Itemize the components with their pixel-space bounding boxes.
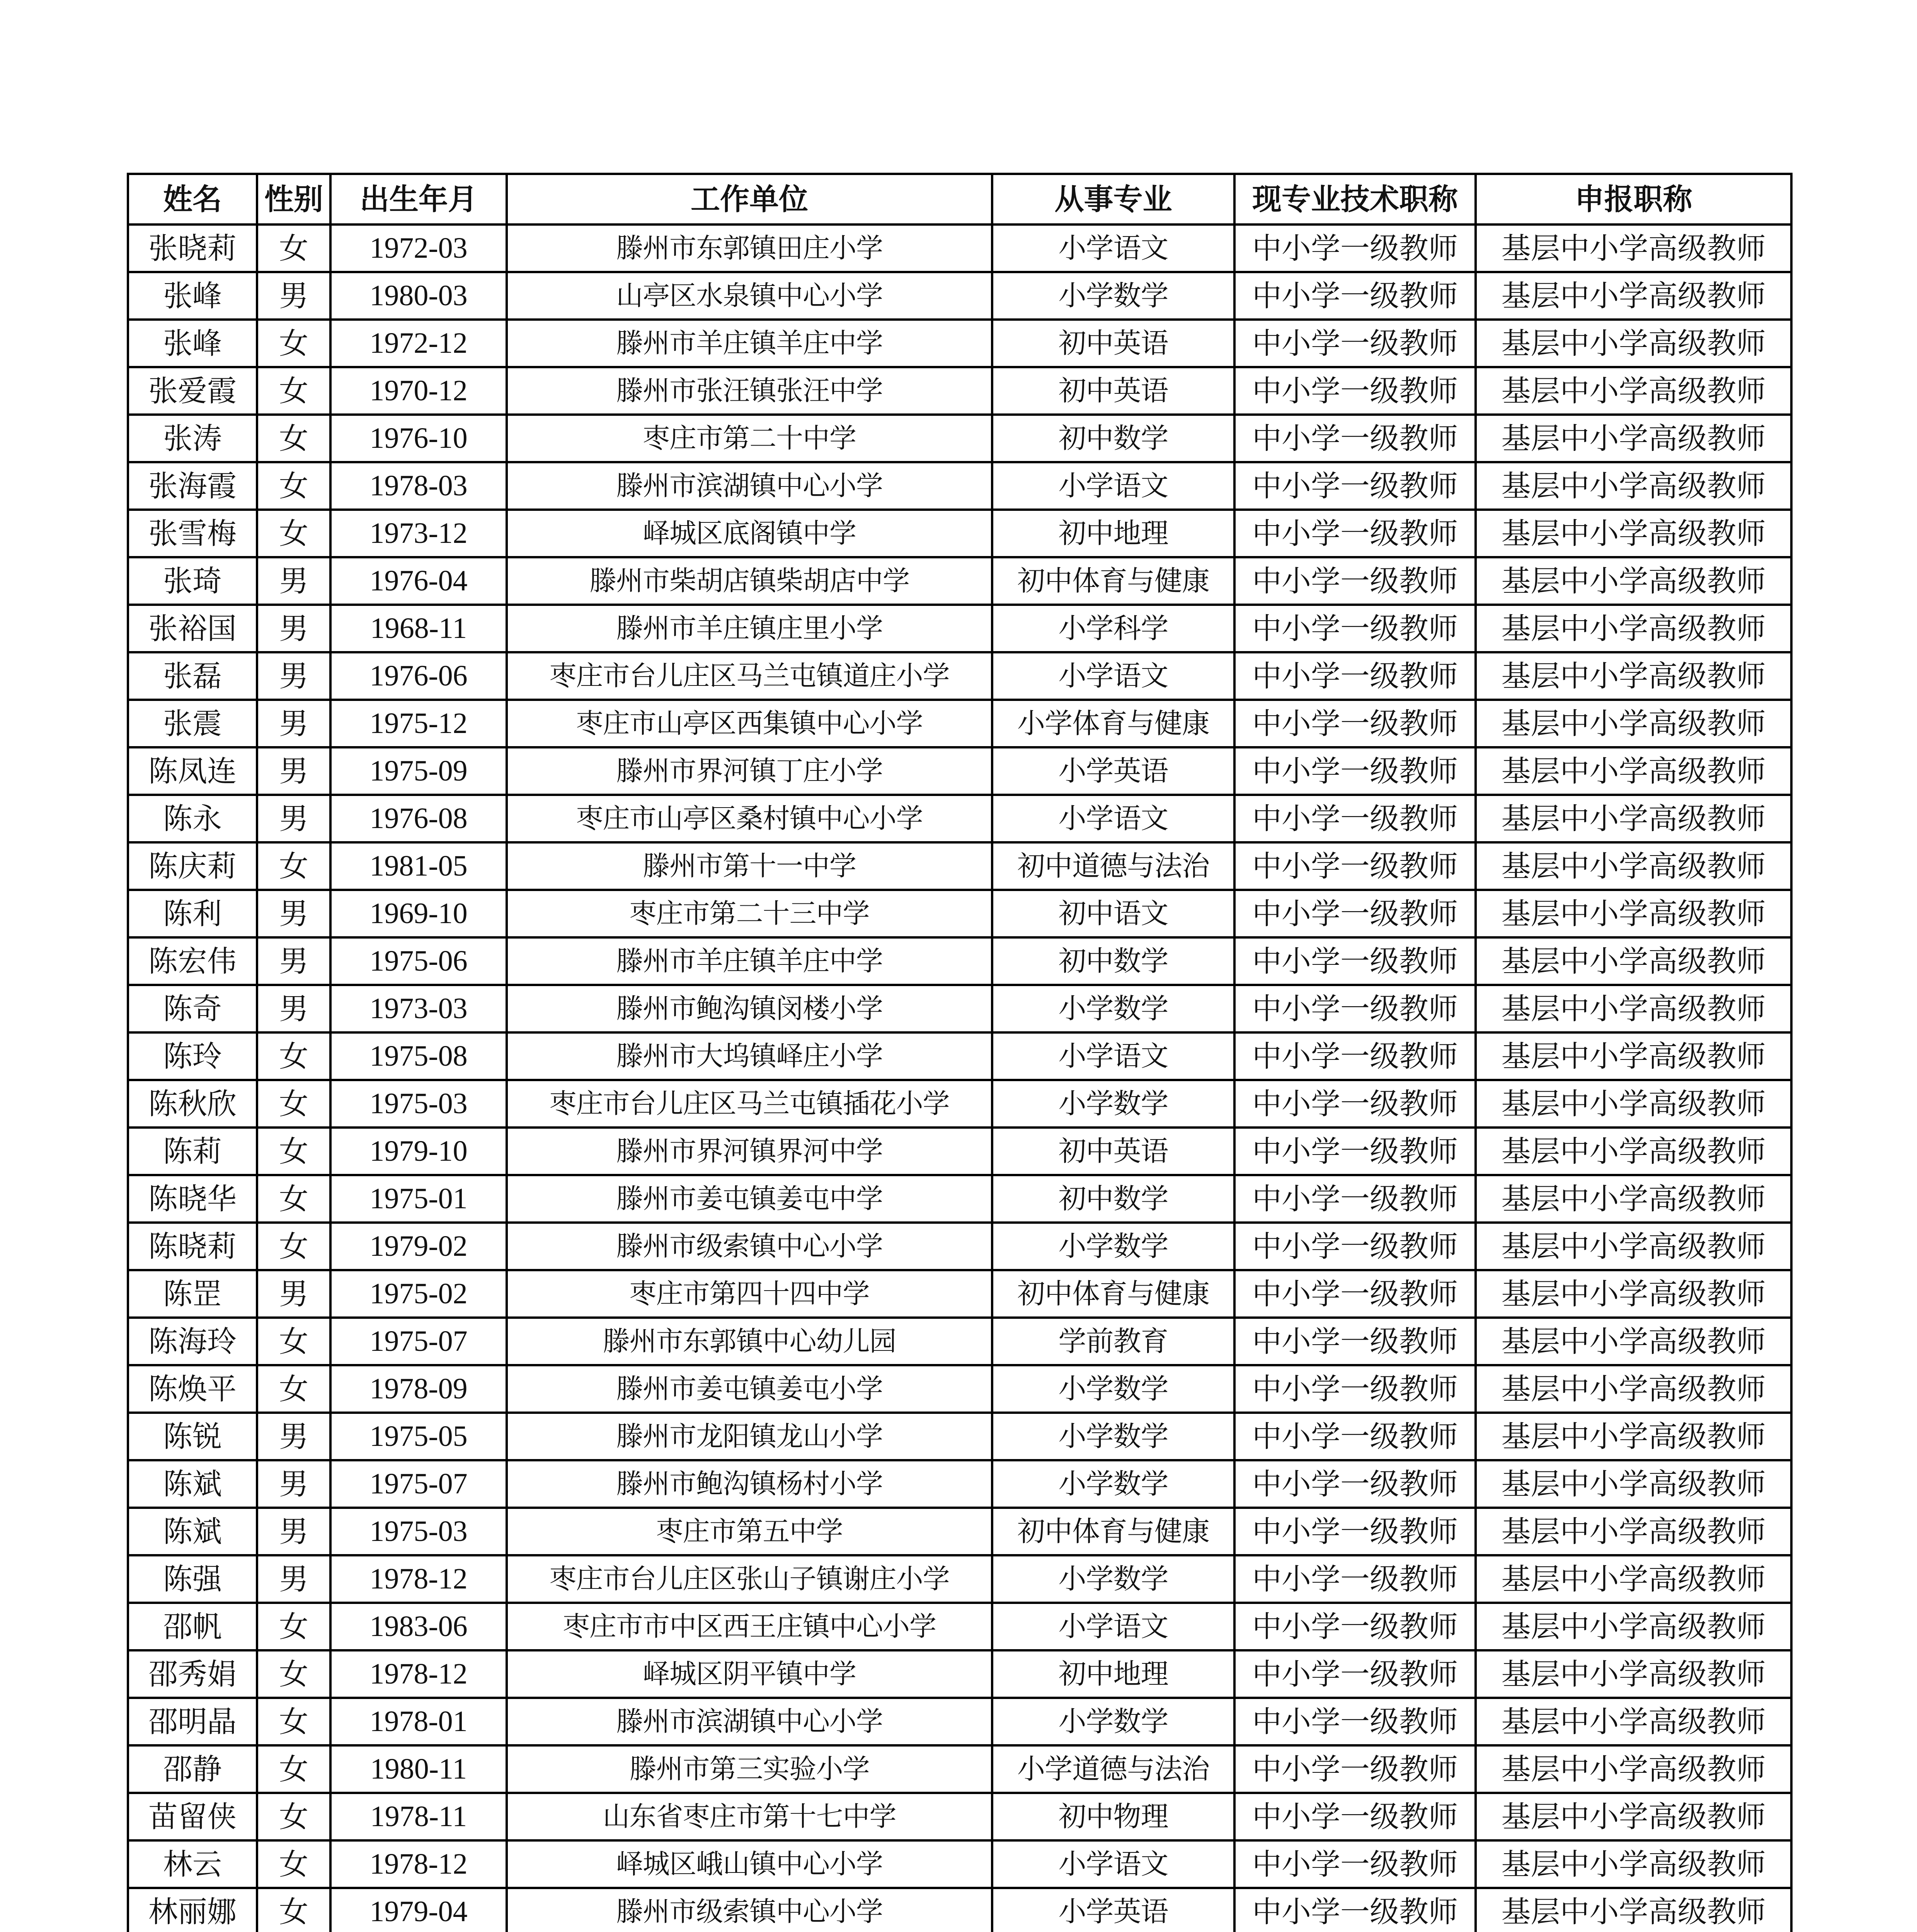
table-row (128, 747, 1791, 795)
cell-name: 陈晓莉 (128, 1223, 257, 1270)
cell-gender: 女 (257, 1793, 330, 1840)
cell-applied-title: 基层中小学高级教师 (1476, 890, 1791, 937)
cell-applied-title: 基层中小学高级教师 (1476, 652, 1791, 700)
cell-gender: 女 (257, 1603, 330, 1650)
table-row (128, 1080, 1791, 1128)
cell-applied-title: 基层中小学高级教师 (1476, 1318, 1791, 1365)
cell-birth: 1968-11 (330, 605, 507, 652)
header-birth: 出生年月 (330, 174, 507, 224)
cell-gender: 女 (257, 462, 330, 510)
cell-name: 邵静 (128, 1745, 257, 1793)
cell-name: 张峰 (128, 320, 257, 367)
cell-current-title: 中小学一级教师 (1234, 415, 1476, 462)
cell-unit: 枣庄市台儿庄区张山子镇谢庄小学 (507, 1555, 992, 1603)
cell-major: 初中数学 (992, 1175, 1234, 1223)
cell-applied-title: 基层中小学高级教师 (1476, 1555, 1791, 1603)
cell-name: 张裕国 (128, 605, 257, 652)
cell-unit: 滕州市第十一中学 (507, 842, 992, 890)
cell-current-title: 中小学一级教师 (1234, 1603, 1476, 1650)
cell-name: 陈焕平 (128, 1365, 257, 1413)
cell-gender: 女 (257, 842, 330, 890)
cell-applied-title: 基层中小学高级教师 (1476, 320, 1791, 367)
cell-birth: 1972-03 (330, 224, 507, 272)
cell-current-title: 中小学一级教师 (1234, 1650, 1476, 1698)
cell-applied-title: 基层中小学高级教师 (1476, 367, 1791, 415)
cell-major: 小学语文 (992, 1032, 1234, 1080)
cell-current-title: 中小学一级教师 (1234, 224, 1476, 272)
cell-major: 小学数学 (992, 1223, 1234, 1270)
table-row (128, 1223, 1791, 1270)
cell-current-title: 中小学一级教师 (1234, 1698, 1476, 1745)
cell-current-title: 中小学一级教师 (1234, 1793, 1476, 1840)
cell-unit: 滕州市滨湖镇中心小学 (507, 1698, 992, 1745)
cell-gender: 女 (257, 1175, 330, 1223)
cell-name: 陈秋欣 (128, 1080, 257, 1128)
table-row (128, 272, 1791, 320)
cell-name: 苗留侠 (128, 1793, 257, 1840)
cell-birth: 1981-05 (330, 842, 507, 890)
cell-name: 张雪梅 (128, 510, 257, 557)
table-body (128, 224, 1791, 1932)
cell-gender: 女 (257, 224, 330, 272)
table-row (128, 1318, 1791, 1365)
cell-gender: 女 (257, 320, 330, 367)
cell-applied-title: 基层中小学高级教师 (1476, 795, 1791, 842)
cell-gender: 男 (257, 272, 330, 320)
cell-unit: 滕州市鲍沟镇闵楼小学 (507, 985, 992, 1032)
cell-gender: 男 (257, 1460, 330, 1508)
header-gender: 性别 (257, 174, 330, 224)
cell-gender: 女 (257, 1745, 330, 1793)
cell-name: 陈奇 (128, 985, 257, 1032)
cell-birth: 1973-12 (330, 510, 507, 557)
cell-name: 陈玲 (128, 1032, 257, 1080)
table-row (128, 367, 1791, 415)
table-row (128, 1888, 1791, 1932)
cell-current-title: 中小学一级教师 (1234, 462, 1476, 510)
header-current-title: 现专业技术职称 (1234, 174, 1476, 224)
cell-major: 初中物理 (992, 1793, 1234, 1840)
cell-name: 陈永 (128, 795, 257, 842)
cell-current-title: 中小学一级教师 (1234, 320, 1476, 367)
table-row (128, 700, 1791, 747)
cell-unit: 滕州市第三实验小学 (507, 1745, 992, 1793)
table-row (128, 1270, 1791, 1318)
table-row (128, 1175, 1791, 1223)
cell-unit: 滕州市级索镇中心小学 (507, 1223, 992, 1270)
cell-applied-title: 基层中小学高级教师 (1476, 700, 1791, 747)
cell-current-title: 中小学一级教师 (1234, 795, 1476, 842)
table-row (128, 1603, 1791, 1650)
cell-gender: 男 (257, 985, 330, 1032)
roster-table (127, 173, 1793, 1932)
cell-unit: 枣庄市第四十四中学 (507, 1270, 992, 1318)
cell-applied-title: 基层中小学高级教师 (1476, 1888, 1791, 1932)
cell-birth: 1980-03 (330, 272, 507, 320)
cell-unit: 滕州市羊庄镇庄里小学 (507, 605, 992, 652)
cell-gender: 男 (257, 890, 330, 937)
cell-applied-title: 基层中小学高级教师 (1476, 747, 1791, 795)
cell-current-title: 中小学一级教师 (1234, 1080, 1476, 1128)
cell-birth: 1978-12 (330, 1555, 507, 1603)
cell-current-title: 中小学一级教师 (1234, 1840, 1476, 1888)
cell-major: 小学语文 (992, 1840, 1234, 1888)
cell-major: 小学数学 (992, 1460, 1234, 1508)
cell-current-title: 中小学一级教师 (1234, 985, 1476, 1032)
cell-current-title: 中小学一级教师 (1234, 557, 1476, 605)
cell-name: 张涛 (128, 415, 257, 462)
cell-name: 陈强 (128, 1555, 257, 1603)
cell-gender: 女 (257, 367, 330, 415)
cell-gender: 男 (257, 747, 330, 795)
cell-birth: 1975-03 (330, 1080, 507, 1128)
cell-major: 初中数学 (992, 415, 1234, 462)
cell-current-title: 中小学一级教师 (1234, 605, 1476, 652)
cell-unit: 山东省枣庄市第十七中学 (507, 1793, 992, 1840)
header-unit: 工作单位 (507, 174, 992, 224)
cell-major: 小学英语 (992, 747, 1234, 795)
table-row (128, 557, 1791, 605)
cell-applied-title: 基层中小学高级教师 (1476, 1365, 1791, 1413)
cell-birth: 1973-03 (330, 985, 507, 1032)
cell-birth: 1978-12 (330, 1650, 507, 1698)
cell-major: 小学数学 (992, 1555, 1234, 1603)
cell-unit: 滕州市界河镇界河中学 (507, 1128, 992, 1175)
cell-gender: 男 (257, 1555, 330, 1603)
table-row (128, 1365, 1791, 1413)
cell-unit: 枣庄市第二十中学 (507, 415, 992, 462)
cell-unit: 枣庄市台儿庄区马兰屯镇插花小学 (507, 1080, 992, 1128)
cell-birth: 1975-07 (330, 1318, 507, 1365)
cell-gender: 男 (257, 1270, 330, 1318)
cell-applied-title: 基层中小学高级教师 (1476, 462, 1791, 510)
cell-unit: 枣庄市第五中学 (507, 1508, 992, 1555)
cell-major: 小学语文 (992, 652, 1234, 700)
cell-unit: 滕州市级索镇中心小学 (507, 1888, 992, 1932)
table-row (128, 1793, 1791, 1840)
cell-name: 张震 (128, 700, 257, 747)
cell-birth: 1978-03 (330, 462, 507, 510)
cell-major: 小学语文 (992, 462, 1234, 510)
cell-applied-title: 基层中小学高级教师 (1476, 1650, 1791, 1698)
cell-birth: 1979-02 (330, 1223, 507, 1270)
cell-major: 小学数学 (992, 1413, 1234, 1460)
cell-gender: 男 (257, 605, 330, 652)
cell-applied-title: 基层中小学高级教师 (1476, 1460, 1791, 1508)
cell-name: 陈莉 (128, 1128, 257, 1175)
table-row (128, 1698, 1791, 1745)
cell-applied-title: 基层中小学高级教师 (1476, 272, 1791, 320)
cell-name: 陈庆莉 (128, 842, 257, 890)
cell-applied-title: 基层中小学高级教师 (1476, 842, 1791, 890)
cell-name: 林丽娜 (128, 1888, 257, 1932)
cell-major: 小学体育与健康 (992, 700, 1234, 747)
cell-current-title: 中小学一级教师 (1234, 510, 1476, 557)
cell-birth: 1975-08 (330, 1032, 507, 1080)
cell-major: 小学语文 (992, 795, 1234, 842)
cell-applied-title: 基层中小学高级教师 (1476, 937, 1791, 985)
cell-unit: 滕州市柴胡店镇柴胡店中学 (507, 557, 992, 605)
cell-birth: 1975-07 (330, 1460, 507, 1508)
cell-birth: 1976-10 (330, 415, 507, 462)
cell-unit: 枣庄市市中区西王庄镇中心小学 (507, 1603, 992, 1650)
cell-name: 陈凤连 (128, 747, 257, 795)
cell-applied-title: 基层中小学高级教师 (1476, 1223, 1791, 1270)
cell-name: 陈斌 (128, 1460, 257, 1508)
cell-applied-title: 基层中小学高级教师 (1476, 557, 1791, 605)
table-row (128, 795, 1791, 842)
cell-birth: 1978-09 (330, 1365, 507, 1413)
cell-major: 初中体育与健康 (992, 1508, 1234, 1555)
cell-gender: 男 (257, 1508, 330, 1555)
cell-gender: 女 (257, 1365, 330, 1413)
cell-gender: 男 (257, 1413, 330, 1460)
cell-birth: 1978-01 (330, 1698, 507, 1745)
cell-birth: 1975-12 (330, 700, 507, 747)
cell-major: 学前教育 (992, 1318, 1234, 1365)
cell-current-title: 中小学一级教师 (1234, 1318, 1476, 1365)
table-row (128, 1555, 1791, 1603)
cell-current-title: 中小学一级教师 (1234, 272, 1476, 320)
cell-applied-title: 基层中小学高级教师 (1476, 1175, 1791, 1223)
cell-unit: 滕州市姜屯镇姜屯小学 (507, 1365, 992, 1413)
cell-major: 初中地理 (992, 510, 1234, 557)
cell-name: 陈宏伟 (128, 937, 257, 985)
cell-current-title: 中小学一级教师 (1234, 1413, 1476, 1460)
cell-applied-title: 基层中小学高级教师 (1476, 1128, 1791, 1175)
cell-gender: 女 (257, 1318, 330, 1365)
cell-birth: 1975-02 (330, 1270, 507, 1318)
table-row (128, 1413, 1791, 1460)
cell-birth: 1976-06 (330, 652, 507, 700)
cell-major: 小学英语 (992, 1888, 1234, 1932)
cell-gender: 女 (257, 510, 330, 557)
cell-unit: 滕州市羊庄镇羊庄中学 (507, 320, 992, 367)
cell-gender: 男 (257, 652, 330, 700)
table-row (128, 462, 1791, 510)
cell-unit: 山亭区水泉镇中心小学 (507, 272, 992, 320)
cell-major: 小学数学 (992, 1365, 1234, 1413)
cell-name: 林云 (128, 1840, 257, 1888)
cell-unit: 滕州市东郭镇中心幼儿园 (507, 1318, 992, 1365)
cell-current-title: 中小学一级教师 (1234, 1555, 1476, 1603)
cell-name: 邵秀娟 (128, 1650, 257, 1698)
table-row (128, 1128, 1791, 1175)
cell-unit: 滕州市姜屯镇姜屯中学 (507, 1175, 992, 1223)
cell-name: 陈锐 (128, 1413, 257, 1460)
table-row (128, 605, 1791, 652)
header-applied-title: 申报职称 (1476, 174, 1791, 224)
cell-unit: 枣庄市台儿庄区马兰屯镇道庄小学 (507, 652, 992, 700)
cell-birth: 1978-12 (330, 1840, 507, 1888)
cell-major: 初中体育与健康 (992, 557, 1234, 605)
cell-gender: 女 (257, 1032, 330, 1080)
cell-unit: 滕州市鲍沟镇杨村小学 (507, 1460, 992, 1508)
cell-gender: 女 (257, 1888, 330, 1932)
cell-applied-title: 基层中小学高级教师 (1476, 1793, 1791, 1840)
cell-name: 邵帆 (128, 1603, 257, 1650)
table-row (128, 1032, 1791, 1080)
cell-applied-title: 基层中小学高级教师 (1476, 415, 1791, 462)
cell-birth: 1979-04 (330, 1888, 507, 1932)
cell-name: 陈海玲 (128, 1318, 257, 1365)
cell-name: 张峰 (128, 272, 257, 320)
cell-unit: 滕州市大坞镇峄庄小学 (507, 1032, 992, 1080)
cell-current-title: 中小学一级教师 (1234, 1508, 1476, 1555)
table-row (128, 510, 1791, 557)
cell-name: 张磊 (128, 652, 257, 700)
cell-current-title: 中小学一级教师 (1234, 700, 1476, 747)
cell-name: 邵明晶 (128, 1698, 257, 1745)
cell-major: 初中数学 (992, 937, 1234, 985)
cell-major: 小学数学 (992, 272, 1234, 320)
table-row (128, 320, 1791, 367)
header-major: 从事专业 (992, 174, 1234, 224)
table-row (128, 652, 1791, 700)
cell-current-title: 中小学一级教师 (1234, 1365, 1476, 1413)
cell-gender: 女 (257, 1128, 330, 1175)
cell-current-title: 中小学一级教师 (1234, 1888, 1476, 1932)
cell-birth: 1978-11 (330, 1793, 507, 1840)
cell-applied-title: 基层中小学高级教师 (1476, 510, 1791, 557)
cell-unit: 滕州市张汪镇张汪中学 (507, 367, 992, 415)
cell-applied-title: 基层中小学高级教师 (1476, 1603, 1791, 1650)
table-row (128, 415, 1791, 462)
cell-name: 陈斌 (128, 1508, 257, 1555)
cell-current-title: 中小学一级教师 (1234, 1223, 1476, 1270)
cell-current-title: 中小学一级教师 (1234, 1745, 1476, 1793)
cell-major: 小学语文 (992, 1603, 1234, 1650)
cell-unit: 枣庄市第二十三中学 (507, 890, 992, 937)
cell-gender: 男 (257, 557, 330, 605)
cell-name: 陈利 (128, 890, 257, 937)
table-row (128, 842, 1791, 890)
cell-applied-title: 基层中小学高级教师 (1476, 1080, 1791, 1128)
table-row (128, 1745, 1791, 1793)
cell-name: 张爱霞 (128, 367, 257, 415)
cell-name: 张海霞 (128, 462, 257, 510)
table-row (128, 224, 1791, 272)
cell-applied-title: 基层中小学高级教师 (1476, 1745, 1791, 1793)
cell-gender: 女 (257, 1698, 330, 1745)
table-row (128, 937, 1791, 985)
cell-major: 初中体育与健康 (992, 1270, 1234, 1318)
table-row (128, 1840, 1791, 1888)
cell-gender: 女 (257, 1650, 330, 1698)
table-header-row (128, 174, 1791, 224)
header-name: 姓名 (128, 174, 257, 224)
cell-name: 张晓莉 (128, 224, 257, 272)
cell-applied-title: 基层中小学高级教师 (1476, 1270, 1791, 1318)
cell-gender: 男 (257, 795, 330, 842)
cell-birth: 1975-03 (330, 1508, 507, 1555)
cell-applied-title: 基层中小学高级教师 (1476, 1032, 1791, 1080)
cell-major: 初中英语 (992, 320, 1234, 367)
cell-current-title: 中小学一级教师 (1234, 937, 1476, 985)
cell-current-title: 中小学一级教师 (1234, 1460, 1476, 1508)
cell-applied-title: 基层中小学高级教师 (1476, 985, 1791, 1032)
cell-applied-title: 基层中小学高级教师 (1476, 605, 1791, 652)
cell-current-title: 中小学一级教师 (1234, 1128, 1476, 1175)
cell-gender: 女 (257, 1840, 330, 1888)
cell-birth: 1972-12 (330, 320, 507, 367)
cell-applied-title: 基层中小学高级教师 (1476, 1698, 1791, 1745)
cell-unit: 枣庄市山亭区西集镇中心小学 (507, 700, 992, 747)
cell-major: 初中道德与法治 (992, 842, 1234, 890)
cell-major: 初中地理 (992, 1650, 1234, 1698)
cell-gender: 男 (257, 937, 330, 985)
cell-major: 小学语文 (992, 224, 1234, 272)
cell-major: 小学数学 (992, 1080, 1234, 1128)
cell-major: 小学数学 (992, 985, 1234, 1032)
cell-major: 小学科学 (992, 605, 1234, 652)
cell-applied-title: 基层中小学高级教师 (1476, 1413, 1791, 1460)
cell-birth: 1975-05 (330, 1413, 507, 1460)
cell-gender: 女 (257, 1223, 330, 1270)
cell-birth: 1980-11 (330, 1745, 507, 1793)
cell-birth: 1975-09 (330, 747, 507, 795)
cell-major: 初中英语 (992, 367, 1234, 415)
cell-unit: 滕州市羊庄镇羊庄中学 (507, 937, 992, 985)
cell-major: 初中英语 (992, 1128, 1234, 1175)
cell-current-title: 中小学一级教师 (1234, 890, 1476, 937)
cell-unit: 峄城区峨山镇中心小学 (507, 1840, 992, 1888)
cell-current-title: 中小学一级教师 (1234, 1175, 1476, 1223)
cell-unit: 滕州市滨湖镇中心小学 (507, 462, 992, 510)
cell-birth: 1975-01 (330, 1175, 507, 1223)
cell-gender: 女 (257, 1080, 330, 1128)
cell-applied-title: 基层中小学高级教师 (1476, 1840, 1791, 1888)
cell-unit: 枣庄市山亭区桑村镇中心小学 (507, 795, 992, 842)
cell-applied-title: 基层中小学高级教师 (1476, 1508, 1791, 1555)
cell-major: 小学数学 (992, 1698, 1234, 1745)
cell-current-title: 中小学一级教师 (1234, 1032, 1476, 1080)
cell-current-title: 中小学一级教师 (1234, 842, 1476, 890)
cell-birth: 1976-04 (330, 557, 507, 605)
cell-unit: 滕州市东郭镇田庄小学 (507, 224, 992, 272)
table-row (128, 1460, 1791, 1508)
cell-gender: 男 (257, 700, 330, 747)
cell-current-title: 中小学一级教师 (1234, 652, 1476, 700)
cell-major: 小学道德与法治 (992, 1745, 1234, 1793)
cell-unit: 峄城区阴平镇中学 (507, 1650, 992, 1698)
cell-unit: 滕州市界河镇丁庄小学 (507, 747, 992, 795)
cell-name: 张琦 (128, 557, 257, 605)
cell-birth: 1983-06 (330, 1603, 507, 1650)
cell-unit: 滕州市龙阳镇龙山小学 (507, 1413, 992, 1460)
cell-name: 陈晓华 (128, 1175, 257, 1223)
table-row (128, 1650, 1791, 1698)
cell-major: 初中语文 (992, 890, 1234, 937)
table-row (128, 890, 1791, 937)
cell-birth: 1970-12 (330, 367, 507, 415)
cell-applied-title: 基层中小学高级教师 (1476, 224, 1791, 272)
cell-gender: 女 (257, 415, 330, 462)
cell-current-title: 中小学一级教师 (1234, 747, 1476, 795)
table-row (128, 1508, 1791, 1555)
cell-current-title: 中小学一级教师 (1234, 1270, 1476, 1318)
cell-birth: 1975-06 (330, 937, 507, 985)
cell-name: 陈罡 (128, 1270, 257, 1318)
cell-current-title: 中小学一级教师 (1234, 367, 1476, 415)
cell-birth: 1969-10 (330, 890, 507, 937)
cell-birth: 1976-08 (330, 795, 507, 842)
table-row (128, 985, 1791, 1032)
cell-unit: 峄城区底阁镇中学 (507, 510, 992, 557)
cell-birth: 1979-10 (330, 1128, 507, 1175)
